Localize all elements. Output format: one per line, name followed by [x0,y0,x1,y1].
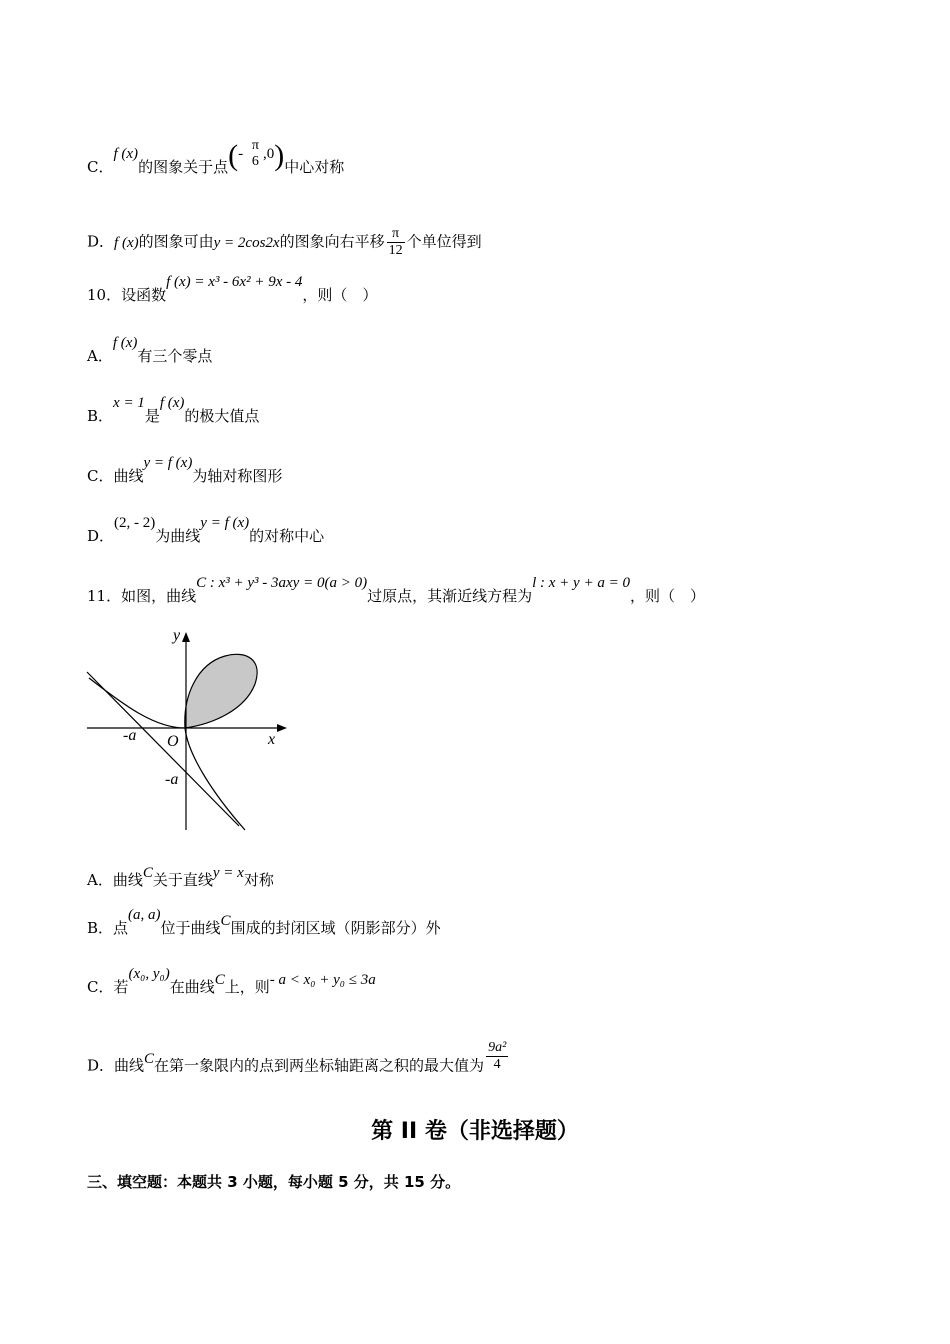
option-text: 的图象关于点 [138,158,229,176]
y-axis-arrow [182,632,190,642]
math-expr: C [214,972,225,988]
math-expr: y = f (x) [143,455,193,471]
option-label: D． [87,527,115,545]
math-expr: (2, - 2) [114,515,156,531]
x-axis-label: x [268,731,276,748]
math-expr: (x₀, y₀) [128,966,170,982]
option-text: 为曲线 [155,527,201,545]
option-text: 的图象向右平移 [279,232,385,251]
q11-option-b [87,907,441,939]
math-expr: x = 1 [113,395,145,411]
neg-a-y-label: -a [165,771,179,788]
fraction-denominator: 4 [486,1056,508,1073]
fraction-denominator: 12 [388,243,403,258]
q9-option-c [87,138,345,184]
option-text: 为轴对称图形 [192,467,283,485]
option-label: C．若 [87,978,129,996]
math-expr: - a < x₀ + y₀ ≤ 3a [269,972,376,988]
shaded-loop [185,654,257,728]
option-label: C．曲线 [87,467,144,485]
question-number: 11．如图，曲线 [87,587,197,605]
fraction [250,138,261,170]
curve-left-branch [89,678,185,728]
fraction-numerator: 9a² [488,1040,507,1055]
math-expr: y = x [212,865,244,881]
option-text: 关于直线 [152,871,213,889]
math-expr: f (x) [114,234,139,251]
y-axis-label: y [173,627,181,644]
q10-option-a [87,335,213,367]
paren: ( [228,139,239,172]
q10-option-d [87,515,325,547]
q10-option-c [87,455,283,487]
option-text: 在第一象限内的点到两坐标轴距离之积的最大值为 [154,1056,485,1075]
math-expr: C [144,1050,155,1067]
option-text: 对称 [243,871,274,889]
math-expr: f (x) = x³ - 6x² + 9x - 4 [166,274,303,290]
q10-stem [87,274,378,306]
math-expr: f (x) [112,335,138,351]
neg-a-x-label: -a [123,727,137,744]
section-title: 第 II 卷（非选择题） [371,1119,579,1144]
option-text: 的对称中心 [249,527,325,545]
option-text: 的极大值点 [184,407,260,425]
math-expr: y = f (x) [200,515,250,531]
curve-lower-branch [185,728,245,830]
q11-option-d [87,1040,510,1083]
option-text: 有三个零点 [137,347,213,365]
math-expr: l : x + y + a = 0 [532,575,630,591]
option-label: A．曲线 [87,871,143,889]
origin-label: O [167,733,179,750]
question-tail: ，则（ ） [302,286,378,304]
q10-option-b [87,395,260,427]
math-expr: f (x) [113,146,139,162]
option-label: B． [87,407,114,425]
math-expr: - [238,146,244,162]
fraction-numerator: π [251,138,259,153]
question-tail: ，则（ ） [629,587,705,605]
math-expr: f (x) [159,395,185,411]
math-expr: ,0 [262,146,275,162]
option-label: D． [87,232,115,251]
option-text: 上，则 [224,978,270,996]
option-label: B．点 [87,919,129,937]
option-label: A． [87,347,113,365]
option-text: 在曲线 [169,978,215,996]
option-text: 的图象可由 [138,232,214,251]
option-text: 个单位得到 [406,232,482,251]
folium-figure [85,626,295,832]
paren: ) [274,139,285,172]
question-number: 10．设函数 [87,286,167,304]
option-text: 是 [144,407,160,425]
math-expr: C [220,913,231,929]
option-label: D．曲线 [87,1056,145,1075]
fraction-numerator: π [392,226,400,241]
math-expr: C : x³ + y³ - 3axy = 0(a > 0) [196,575,368,591]
option-text: 中心对称 [284,158,345,176]
question-text: 过原点，其渐近线方程为 [367,587,533,605]
x-axis-arrow [277,724,287,732]
q11-option-a [87,865,274,891]
q9-option-d [87,226,482,259]
math-expr: y = 2cos2x [213,234,280,251]
option-text: 位于曲线 [160,919,221,937]
math-expr: C [142,865,153,881]
q11-stem [87,575,705,607]
math-expr: (a, a) [128,907,161,923]
option-text: 围成的封闭区域（阴影部分）外 [230,919,441,937]
fraction [486,1040,508,1073]
option-label: C． [87,158,114,176]
q11-option-c [87,966,376,998]
fraction [387,226,405,259]
fraction-denominator: 6 [251,154,259,169]
section-subtitle: 三、填空题：本题共 3 小题，每小题 5 分，共 15 分。 [87,1173,461,1191]
